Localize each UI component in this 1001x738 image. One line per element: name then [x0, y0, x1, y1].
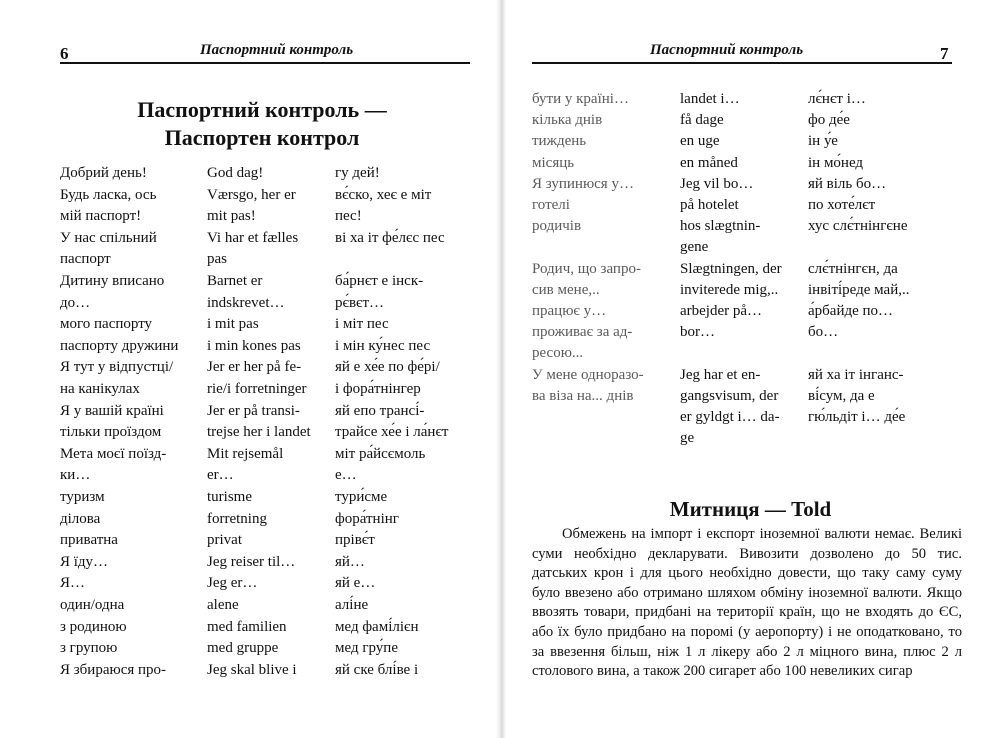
transcription-text: ін мо́нед	[808, 154, 864, 171]
phrase-row	[500, 153, 1001, 174]
ukrainian-text: приватна	[60, 532, 118, 549]
transcription-text: ін у́е	[808, 133, 838, 150]
transcription-text: і фора́тнінгер	[335, 381, 421, 397]
phrase-row	[500, 110, 1001, 131]
danish-text: gangsvisum, der	[680, 387, 779, 404]
section-title-line2: Паспортен контрол	[164, 125, 360, 150]
danish-text: hos slægtnin-	[680, 218, 761, 235]
danish-text: Barnet er	[207, 273, 263, 289]
danish-text: Jeg har et en-	[680, 366, 761, 383]
customs-paragraph: Обмежень на імпорт і експорт іноземної валюти немає. Великі суми необхідно декларувати. Вивозити дозволено до 50 тис. датських крон і для цього необхідно довести, що таку саму суму було ввезено або отримано шляхом обміну іноземної валюти. Якщо ввозять товари, придбані на території країн, що не входять до ЄС, або їх було придбано на поромі (у аеропорту) і не оподатковано, то за ввезення більш, ніж 1 л лікеру або 2 л міцного вина, плюс 2 л столового вина, а також 200 сигарет або 100 невеликих сигар	[532, 526, 962, 680]
transcription-text: пес!	[335, 208, 362, 225]
phrase-row	[0, 594, 500, 616]
transcription-text: і мін ку́нес пес	[335, 337, 431, 354]
danish-text: en måned	[680, 154, 738, 171]
phrase-row	[500, 322, 1001, 343]
danish-text: Jeg reiser til…	[207, 553, 296, 570]
danish-text: i min kones pas	[207, 337, 301, 354]
transcription-text: міт ра́йсємоль	[335, 445, 426, 462]
danish-text: inviterede mig,..	[680, 281, 779, 298]
danish-text: med gruppe	[207, 640, 279, 657]
ukrainian-text: Я збираюся про-	[60, 661, 167, 678]
phrase-row	[500, 89, 1001, 110]
danish-text: Vi har et fælles	[207, 229, 299, 246]
danish-text: en uge	[680, 133, 720, 150]
ukrainian-text: до…	[60, 294, 91, 311]
ukrainian-text: ресою...	[532, 345, 584, 362]
ukrainian-text: сив мене,..	[532, 281, 600, 298]
ukrainian-text: Я зупинюся у…	[532, 175, 634, 192]
ukrainian-text: тиждень	[532, 133, 587, 150]
transcription-text: бо…	[808, 324, 839, 341]
ukrainian-text: Я тут у відпустці/	[60, 359, 174, 376]
phrase-row	[500, 343, 1001, 364]
transcription-text: яй епо трансі́-	[335, 402, 425, 419]
transcription-text: інвіті́реде май,..	[808, 281, 910, 298]
ukrainian-text: бути у країні…	[532, 91, 629, 107]
ukrainian-text: ва віза на... днів	[532, 387, 634, 404]
danish-text: arbejder på…	[680, 303, 763, 319]
danish-text: Jer er på transi-	[207, 402, 300, 419]
page-number: 7	[940, 44, 949, 63]
ukrainian-text: місяць	[532, 154, 575, 171]
phrase-row	[0, 292, 500, 314]
ukrainian-text: туризм	[60, 489, 105, 505]
phrase-row	[500, 280, 1001, 301]
ukrainian-text: У нас спільний	[60, 229, 157, 246]
header-rule	[60, 62, 470, 64]
danish-text: er gyldgt i… da-	[680, 409, 780, 425]
phrase-row	[0, 616, 500, 638]
danish-text: Jeg vil bo…	[680, 175, 754, 192]
ukrainian-text: паспорт	[60, 251, 111, 268]
phrase-row	[0, 529, 500, 551]
transcription-text: яй ха іт інганс-	[808, 366, 904, 383]
ukrainian-text: паспорту дружини	[60, 337, 179, 354]
transcription-text: а́рбайде по…	[808, 303, 894, 319]
danish-text: God dag!	[207, 165, 264, 181]
ukrainian-text: з групою	[60, 640, 118, 657]
phrase-row	[500, 216, 1001, 237]
right-page	[500, 0, 1001, 738]
phrase-row	[0, 378, 500, 400]
danish-text: Jeg skal blive i	[207, 661, 297, 678]
ukrainian-text: мій паспорт!	[60, 208, 142, 225]
transcription-text: ба́рнєт е інск-	[335, 273, 424, 289]
phrase-row	[500, 386, 1001, 407]
danish-text: mit pas!	[207, 208, 256, 225]
danish-text: Jeg er…	[207, 575, 258, 592]
transcription-text: трайсе хе́е і ла́нєт	[335, 424, 449, 441]
phrase-row	[500, 259, 1001, 280]
ukrainian-text: на канікулах	[60, 381, 140, 397]
section-title-line1: Паспортний контроль —	[137, 97, 387, 122]
transcription-text: мед фамі́лієн	[335, 618, 419, 635]
transcription-text: лє́нєт і…	[808, 91, 866, 107]
phrase-row	[0, 400, 500, 422]
phrase-row	[0, 356, 500, 378]
phrase-row	[500, 407, 1001, 428]
danish-text: landet i…	[680, 91, 740, 107]
danish-text: på hotelet	[680, 197, 739, 213]
ukrainian-text: Родич, що запро-	[532, 260, 641, 277]
danish-text: indskrevet…	[207, 294, 285, 311]
phrase-row	[500, 174, 1001, 195]
phrase-row	[500, 131, 1001, 152]
phrase-row	[0, 464, 500, 486]
danish-text: få dage	[680, 112, 724, 129]
phrase-row	[0, 637, 500, 659]
phrase-row	[500, 301, 1001, 322]
transcription-text: яй е…	[335, 575, 376, 592]
header-rule	[532, 62, 952, 64]
transcription-text: по хоте́лєт	[808, 197, 876, 213]
left-page	[0, 0, 500, 738]
phrase-row	[0, 162, 500, 184]
transcription-text: рє́вєт…	[335, 294, 385, 311]
transcription-text: вє́ско, хеє е міт	[335, 186, 432, 203]
phrase-row	[0, 443, 500, 465]
running-head: Паспортний контроль	[200, 42, 354, 58]
ukrainian-text: Дитину вписано	[60, 273, 165, 289]
transcription-text: хус слє́тнінгєне	[808, 218, 908, 235]
phrase-row	[0, 508, 500, 530]
danish-text: i mit pas	[207, 316, 259, 333]
ukrainian-text: Будь ласка, ось	[60, 186, 157, 203]
danish-text: gene	[680, 239, 709, 256]
danish-text: trejse her i landet	[207, 424, 311, 441]
transcription-text: фо де́е	[808, 112, 850, 129]
running-head: Паспортний контроль	[650, 42, 804, 58]
ukrainian-text: Добрий день!	[60, 165, 147, 181]
ukrainian-text: Я…	[60, 575, 86, 592]
phrase-row	[500, 428, 1001, 449]
transcription-text: ві́сум, да е	[808, 387, 875, 404]
ukrainian-text: тільки проїздом	[60, 424, 162, 441]
ukrainian-text: Я у вашій країні	[60, 402, 164, 419]
transcription-text: е…	[335, 467, 357, 484]
phrase-row	[0, 248, 500, 270]
transcription-text: гу дей!	[335, 165, 380, 181]
transcription-text: тури́сме	[335, 489, 388, 505]
ukrainian-text: Я їду…	[60, 553, 109, 570]
ukrainian-text: кілька днів	[532, 112, 603, 129]
danish-text: er…	[207, 467, 234, 484]
phrase-row	[0, 205, 500, 227]
danish-text: ge	[680, 430, 695, 447]
phrase-row	[0, 421, 500, 443]
danish-text: med familien	[207, 618, 287, 635]
phrase-row	[500, 365, 1001, 386]
transcription-text: яй е хе́е по фе́рі/	[335, 359, 440, 376]
danish-text: forretning	[207, 510, 267, 527]
transcription-text: ві ха іт фе́лєс пес	[335, 229, 445, 246]
phrase-row	[0, 486, 500, 508]
transcription-text: алі́не	[335, 597, 369, 613]
phrase-row	[0, 572, 500, 594]
ukrainian-text: мого паспорту	[60, 316, 153, 333]
ukrainian-text: ки…	[60, 467, 91, 484]
transcription-text: слє́тнінгєн, да	[808, 260, 898, 277]
danish-text: Mit rejsemål	[207, 445, 284, 462]
danish-text: alene	[207, 597, 239, 613]
danish-text: Værsgo, her er	[207, 186, 296, 203]
ukrainian-text: один/одна	[60, 597, 125, 613]
transcription-text: яй ске блі́ве і	[335, 661, 419, 678]
transcription-text: яй віль бо…	[808, 175, 887, 192]
ukrainian-text: У мене одноразо-	[532, 366, 644, 383]
ukrainian-text: проживає за ад-	[532, 324, 633, 341]
phrase-row	[500, 237, 1001, 258]
phrase-row	[500, 195, 1001, 216]
ukrainian-text: працює у…	[532, 303, 607, 319]
ukrainian-text: родичів	[532, 218, 582, 235]
phrase-row	[0, 270, 500, 292]
phrase-row	[0, 551, 500, 573]
transcription-text: яй…	[335, 553, 365, 570]
phrase-row	[0, 227, 500, 249]
transcription-text: гю́льдіт і… де́е	[808, 409, 906, 425]
phrase-row	[0, 184, 500, 206]
danish-text: Slægtningen, der	[680, 260, 782, 277]
phrase-row	[0, 659, 500, 681]
danish-text: Jer er her på fe-	[207, 359, 302, 376]
customs-title: Митниця — Told	[669, 497, 832, 521]
danish-text: bor…	[680, 324, 715, 341]
ukrainian-text: готелі	[532, 197, 570, 213]
page-number: 6	[60, 44, 69, 63]
transcription-text: прівє́т	[335, 532, 375, 549]
danish-text: privat	[207, 532, 242, 549]
ukrainian-text: ділова	[60, 510, 101, 527]
ukrainian-text: Мета моєї поїзд-	[60, 445, 167, 462]
transcription-text: мед гру́пе	[335, 640, 398, 657]
phrase-row	[0, 335, 500, 357]
danish-text: rie/i forretninger	[207, 381, 307, 397]
ukrainian-text: з родиною	[60, 618, 127, 635]
transcription-text: і міт пес	[335, 316, 389, 333]
transcription-text: фора́тнінг	[335, 510, 399, 527]
phrase-row	[0, 313, 500, 335]
danish-text: turisme	[207, 489, 252, 505]
danish-text: pas	[207, 251, 227, 268]
